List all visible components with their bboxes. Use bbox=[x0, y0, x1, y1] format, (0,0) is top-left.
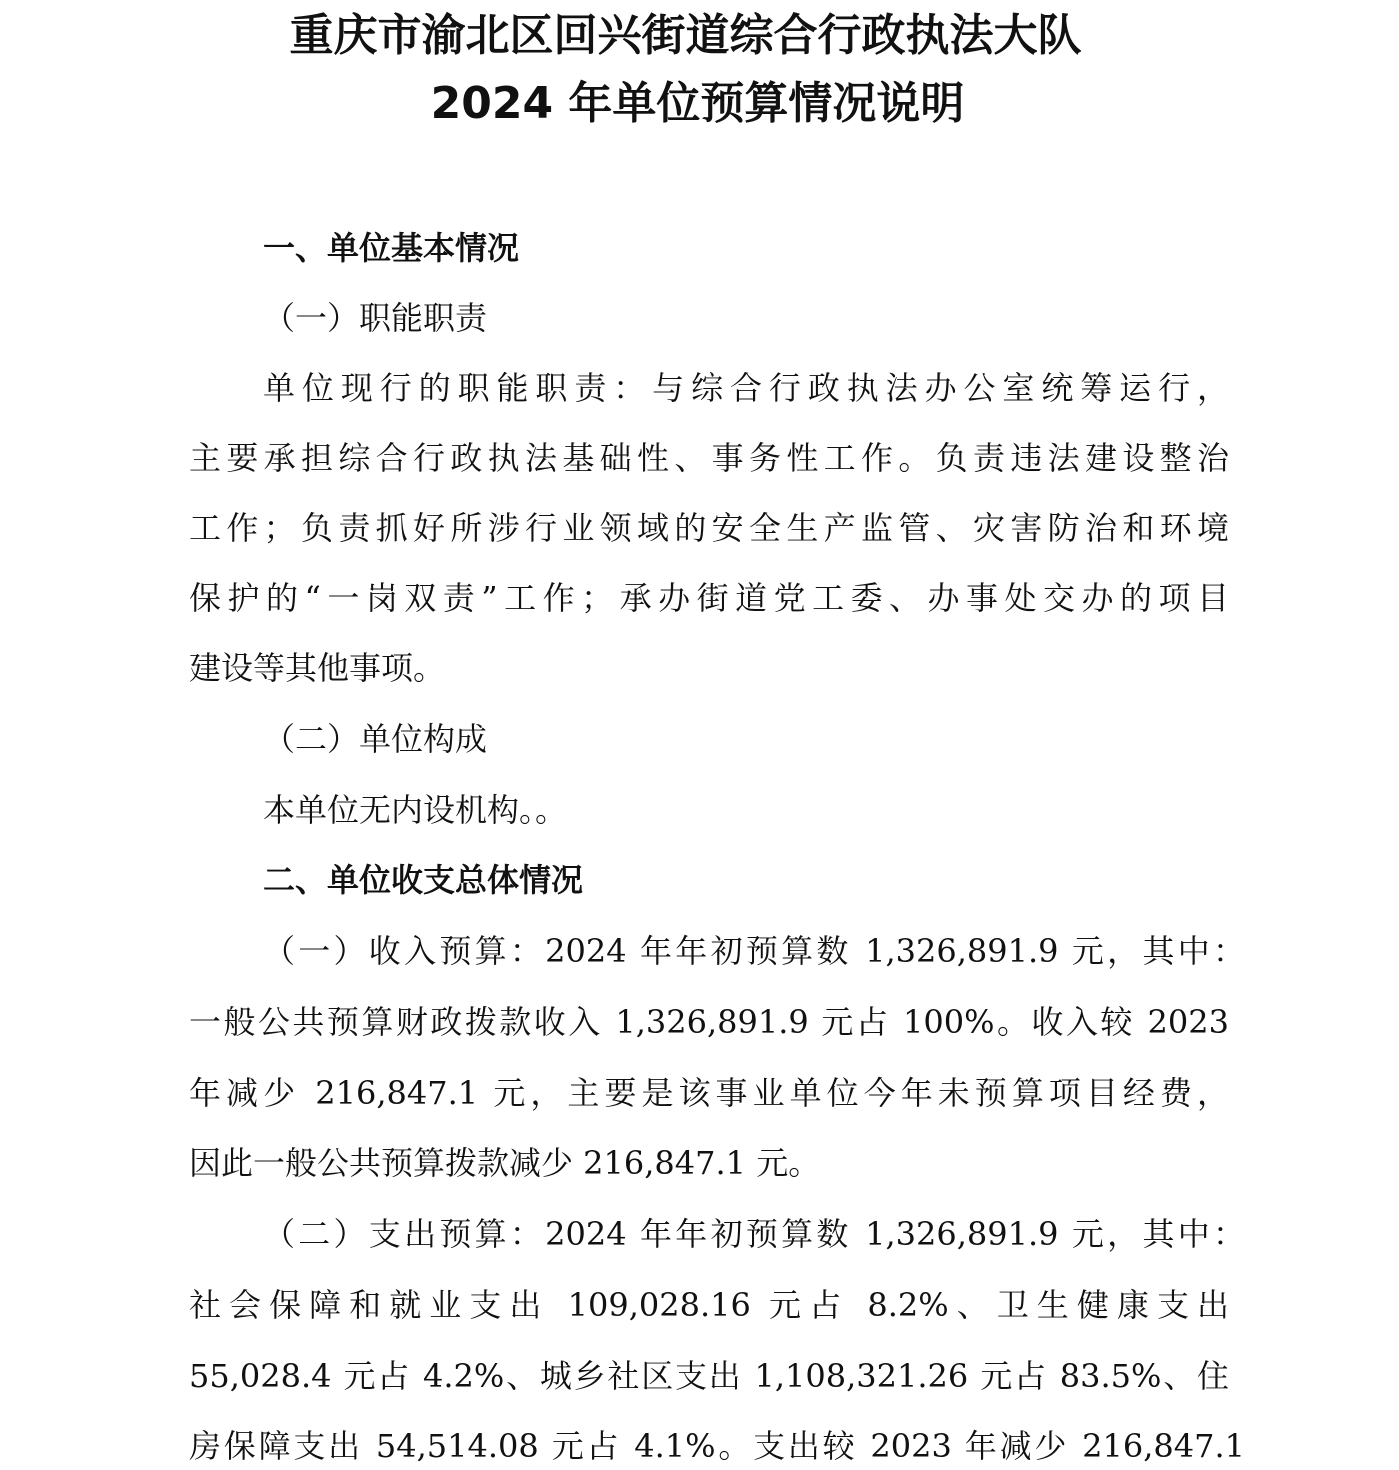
paragraph-line: 工作；负责抓好所涉行业领域的安全生产监管、灾害防治和环境 bbox=[189, 509, 1229, 547]
document-title-line-2: 2024 年单位预算情况说明 bbox=[430, 78, 965, 129]
paragraph-line: 一般公共预算财政拨款收入 1,326,891.9 元占 100%。收入较 2023 bbox=[189, 1003, 1229, 1041]
section-1-sub-2-heading: （二）单位构成 bbox=[263, 720, 488, 758]
paragraph-line: 主要承担综合行政执法基础性、事务性工作。负责违法建设整治 bbox=[189, 439, 1229, 477]
section-1-heading: 一、单位基本情况 bbox=[263, 229, 520, 267]
paragraph-line: 55,028.4 元占 4.2%、城乡社区支出 1,108,321.26 元占 83.5%、住 bbox=[189, 1357, 1229, 1395]
paragraph-line: 年减少 216,847.1 元，主要是该事业单位今年未预算项目经费， bbox=[189, 1074, 1229, 1112]
paragraph-line: （二）支出预算：2024 年年初预算数 1,326,891.9 元，其中： bbox=[263, 1215, 1245, 1253]
paragraph-line: 保护的“一岗双责”工作；承办街道党工委、办事处交办的项目 bbox=[189, 579, 1229, 617]
paragraph-line: 本单位无内设机构。。 bbox=[263, 791, 568, 829]
paragraph-line: 因此一般公共预算拨款减少 216,847.1 元。 bbox=[189, 1144, 821, 1182]
paragraph-line: 建设等其他事项。 bbox=[189, 649, 446, 687]
paragraph-line: 社会保障和就业支出 109,028.16 元占 8.2%、卫生健康支出 bbox=[189, 1286, 1229, 1324]
paragraph-line: 房保障支出 54,514.08 元占 4.1%。支出较 2023 年减少 216,847.1 bbox=[189, 1427, 1245, 1465]
paragraph-line: 单位现行的职能职责：与综合行政执法办公室统筹运行， bbox=[263, 369, 1229, 407]
paragraph-line: （一）收入预算：2024 年年初预算数 1,326,891.9 元，其中： bbox=[263, 932, 1245, 970]
section-1-sub-1-heading: （一）职能职责 bbox=[263, 299, 488, 337]
document-title-line-1: 重庆市渝北区回兴街道综合行政执法大队 bbox=[289, 10, 1082, 61]
section-2-heading: 二、单位收支总体情况 bbox=[263, 861, 584, 899]
